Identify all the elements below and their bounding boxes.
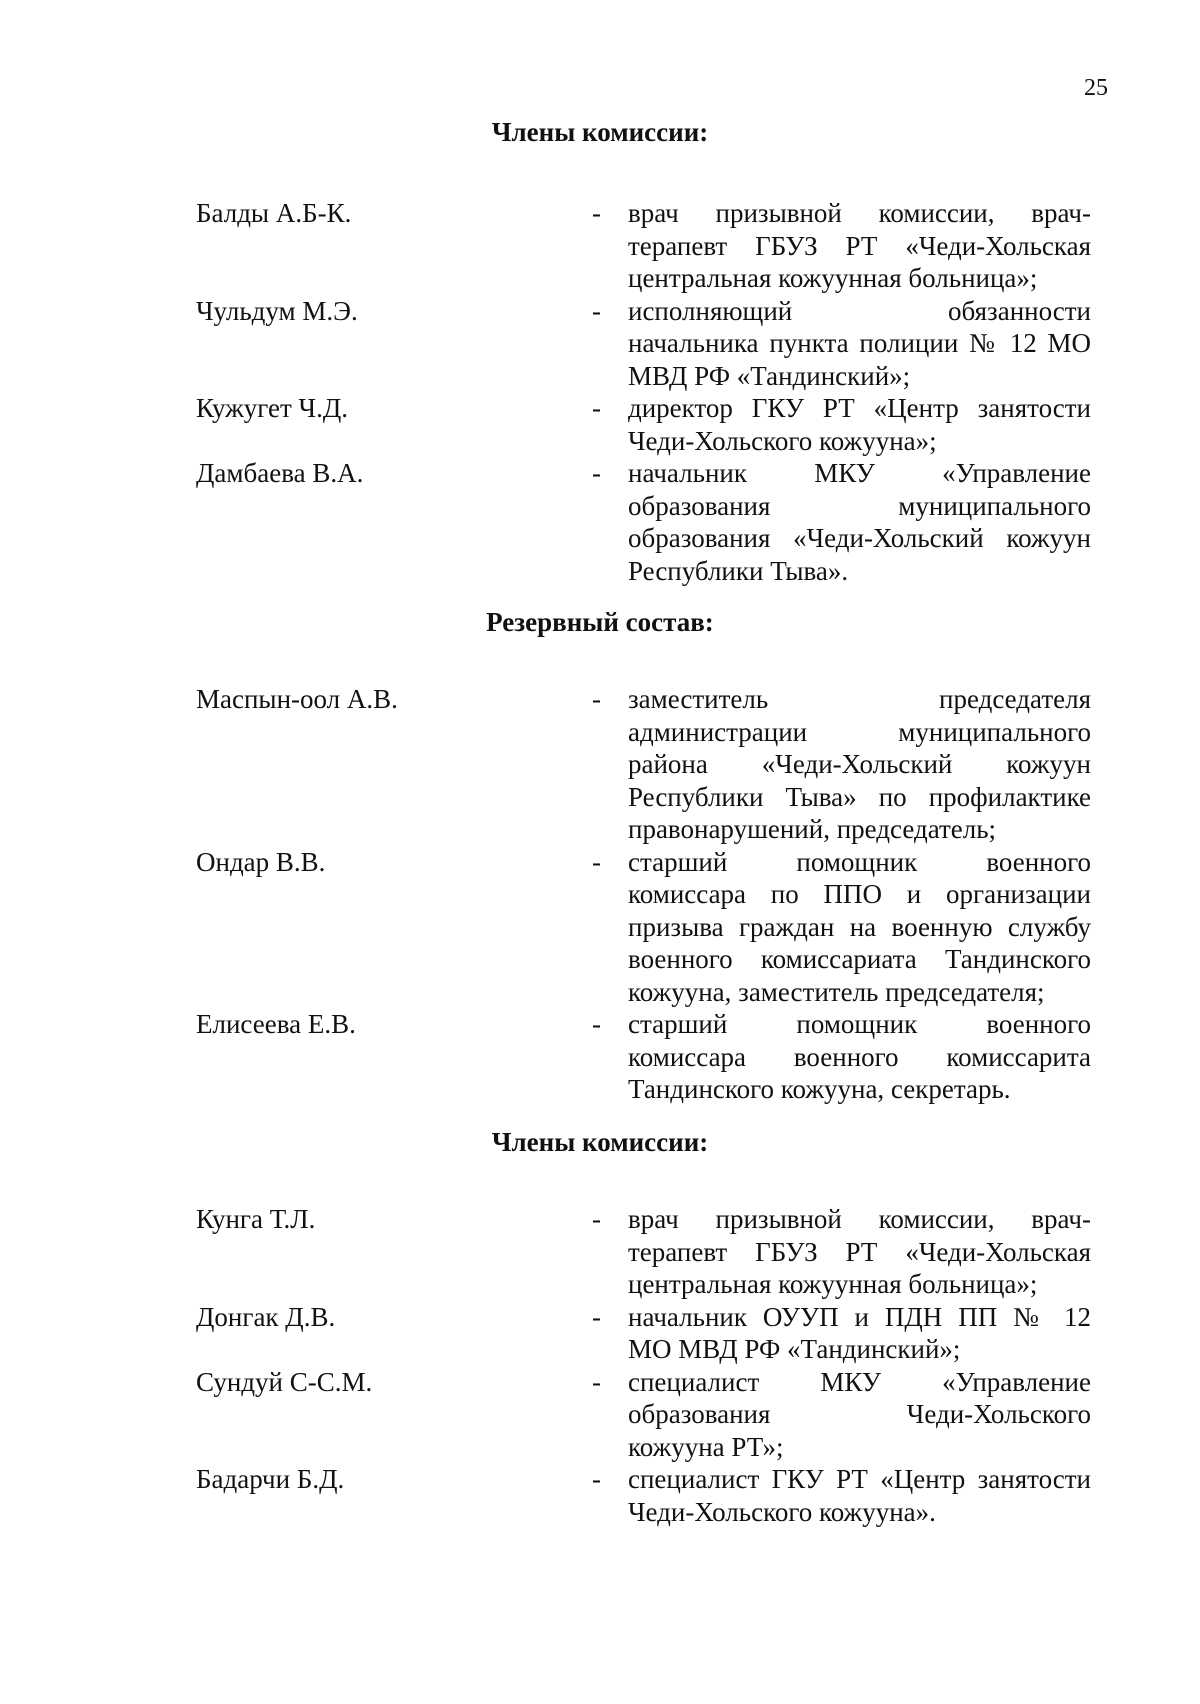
member-list [0, 1203, 1200, 1528]
dash-separator: - [592, 1009, 601, 1039]
role-line: врач призывной комиссии, врач- [628, 1204, 1091, 1234]
member-entry [0, 457, 1200, 587]
member-list [0, 197, 1200, 587]
member-entry [0, 1008, 1200, 1106]
role-line: кожууна РТ»; [628, 1431, 784, 1462]
role-line: Республики Тыва» по профилактике [628, 781, 1091, 812]
member-role [628, 683, 1091, 846]
member-name: Кунга Т.Л. [196, 1204, 316, 1234]
role-line: начальник ОУУП и ПДН ПП № 12 [628, 1301, 1091, 1332]
dash-separator: - [592, 1366, 601, 1397]
role-line: образования «Чеди-Хольский кожуун [628, 523, 1091, 553]
member-name: Сундуй С-С.М. [196, 1366, 373, 1397]
member-name: Кужугет Ч.Д. [196, 393, 348, 423]
member-name: Донгак Д.В. [196, 1301, 336, 1332]
member-entry [0, 392, 1200, 457]
dash-separator: - [592, 393, 601, 423]
member-role [628, 197, 1091, 295]
role-line: старший помощник военного [628, 1009, 1091, 1039]
role-line: исполняющий обязанности [628, 295, 1091, 326]
section-heading: Резервный состав: [486, 607, 714, 637]
member-role [628, 457, 1091, 587]
section-reserve [0, 606, 1200, 1106]
role-line: Чеди-Хольского кожууна»; [628, 425, 937, 456]
member-role [628, 1301, 1091, 1366]
role-line: призыва граждан на военную службу [628, 911, 1091, 942]
dash-separator: - [592, 684, 601, 714]
member-entry [0, 1203, 1200, 1301]
role-line: директор ГКУ РТ «Центр занятости [628, 393, 1091, 423]
dash-separator: - [592, 846, 601, 877]
role-line: комиссара по ППО и организации [628, 879, 1091, 909]
member-entry [0, 295, 1200, 393]
role-line: Республики Тыва». [628, 555, 849, 586]
section-members-2 [0, 1126, 1200, 1528]
member-name: Бадарчи Б.Д. [196, 1464, 345, 1494]
role-line: начальник МКУ «Управление [628, 458, 1091, 488]
role-line: специалист ГКУ РТ «Центр занятости [628, 1464, 1091, 1494]
section-heading: Члены комиссии: [491, 1127, 709, 1157]
member-entry [0, 1366, 1200, 1464]
dash-separator: - [592, 295, 601, 326]
role-line: заместитель председателя [628, 684, 1091, 714]
member-role [628, 1008, 1091, 1106]
role-line: Тандинского кожууна, секретарь. [628, 1074, 1011, 1104]
member-role [628, 1366, 1091, 1464]
member-list [0, 683, 1200, 1106]
role-line: района «Чеди-Хольский кожуун [628, 749, 1091, 779]
role-line: центральная кожуунная больница»; [628, 263, 1038, 293]
member-name: Маспын-оол А.В. [196, 684, 398, 714]
role-line: терапевт ГБУЗ РТ «Чеди-Хольская [628, 1236, 1091, 1267]
section-members-1 [0, 116, 1200, 587]
role-line: образования Чеди-Хольского [628, 1399, 1091, 1429]
member-entry [0, 846, 1200, 1009]
member-entry [0, 683, 1200, 846]
role-line: кожууна, заместитель председателя; [628, 976, 1045, 1007]
member-entry [0, 1301, 1200, 1366]
member-entry [0, 197, 1200, 295]
role-line: МО МВД РФ «Тандинский»; [628, 1334, 961, 1364]
role-line: комиссара военного комиссарита [628, 1041, 1091, 1072]
member-name: Дамбаева В.А. [196, 458, 364, 488]
role-line: правонарушений, председатель; [628, 814, 997, 844]
role-line: военного комиссариата Тандинского [628, 944, 1091, 974]
member-role [628, 295, 1091, 393]
role-line: администрации муниципального [628, 716, 1091, 747]
dash-separator: - [592, 1204, 601, 1234]
member-role [628, 846, 1091, 1009]
section-heading: Члены комиссии: [491, 117, 709, 147]
role-line: терапевт ГБУЗ РТ «Чеди-Хольская [628, 230, 1091, 261]
role-line: специалист МКУ «Управление [628, 1366, 1091, 1397]
role-line: старший помощник военного [628, 846, 1091, 877]
member-role [628, 1203, 1091, 1301]
dash-separator: - [592, 198, 601, 228]
role-line: начальника пункта полиции № 12 МО [628, 328, 1091, 358]
page-number: 25 [1084, 75, 1108, 101]
role-line: врач призывной комиссии, врач- [628, 198, 1091, 228]
member-role [628, 1463, 1091, 1528]
role-line: Чеди-Хольского кожууна». [628, 1496, 936, 1527]
member-name: Елисеева Е.В. [196, 1009, 356, 1039]
role-line: образования муниципального [628, 490, 1091, 521]
member-entry [0, 1463, 1200, 1528]
member-name: Ондар В.В. [196, 846, 326, 877]
member-name: Чульдум М.Э. [196, 295, 358, 326]
member-role [628, 392, 1091, 457]
dash-separator: - [592, 1301, 601, 1332]
role-line: центральная кожуунная больница»; [628, 1269, 1038, 1299]
dash-separator: - [592, 1464, 601, 1494]
member-name: Балды А.Б-К. [196, 198, 352, 228]
dash-separator: - [592, 458, 601, 488]
role-line: МВД РФ «Тандинский»; [628, 360, 911, 391]
